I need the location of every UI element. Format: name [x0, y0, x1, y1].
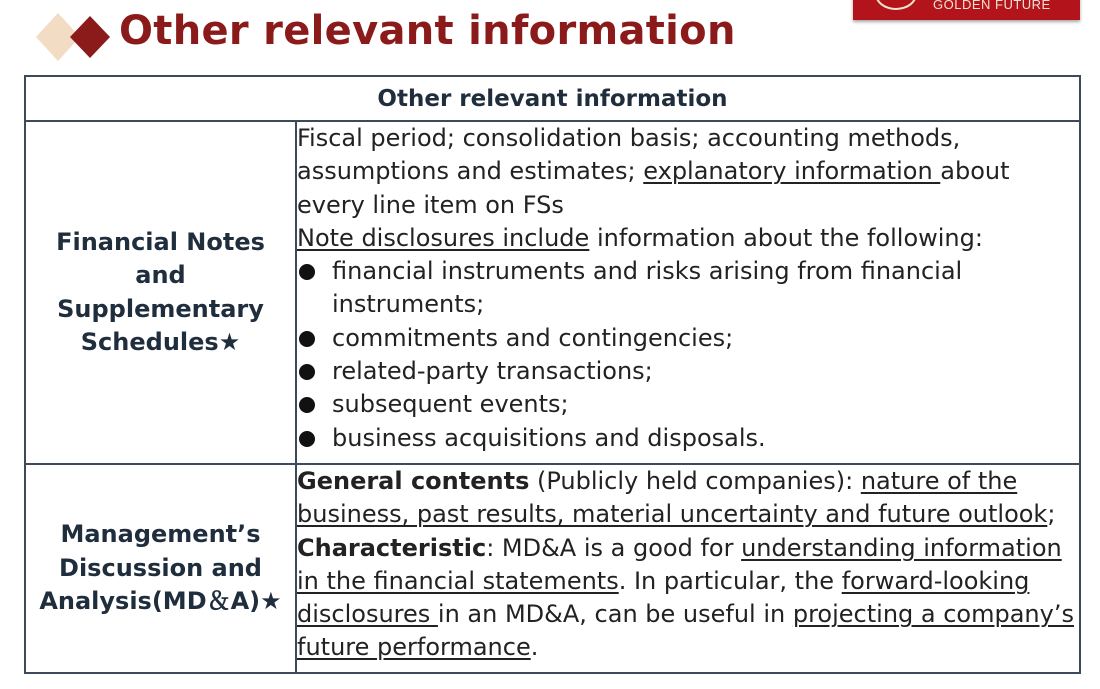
- general-contents-text: (Publicly held companies):: [529, 467, 861, 495]
- row-content-financial-notes: [296, 121, 1080, 464]
- table-row-mdna: [25, 464, 1080, 673]
- financial-notes-intro: [297, 122, 1079, 222]
- row-content-mdna: [296, 464, 1080, 673]
- list-item: [297, 388, 1079, 421]
- bullet-icon: [299, 364, 315, 380]
- intro-text: Fiscal period; consolidation basis; accounting methods, assumptions and estimates;: [297, 124, 961, 186]
- note-disclosures-underlined: Note disclosures include: [297, 223, 590, 252]
- characteristic-underlined: understanding information in the financial statements: [297, 533, 1062, 595]
- characteristic-text: . In particular, the: [618, 566, 842, 595]
- list-item-text: related-party transactions;: [332, 357, 653, 386]
- characteristic-text: .: [530, 633, 539, 662]
- list-item: [297, 422, 1079, 455]
- disclosure-list: [297, 255, 1079, 455]
- info-table: [24, 75, 1081, 674]
- row-label-mdna: [25, 464, 296, 673]
- row-label-line: Discussion and: [59, 553, 262, 582]
- list-item: [297, 322, 1079, 355]
- list-item: [297, 355, 1079, 388]
- characteristic-line: [297, 532, 1079, 665]
- table-row-financial-notes: [25, 121, 1080, 464]
- general-contents-line: [297, 465, 1079, 532]
- row-label-line: Management’s: [60, 520, 261, 549]
- list-item-text: commitments and contingencies;: [332, 323, 734, 352]
- characteristic-text: in an MD&A, can be useful in: [437, 600, 793, 629]
- page-title: Other relevant information: [119, 8, 736, 54]
- general-contents-heading: General contents: [297, 467, 530, 495]
- seal-icon: [875, 0, 917, 10]
- row-label-line: and: [135, 261, 186, 289]
- row-label-line: Financial Notes: [56, 227, 265, 256]
- list-item-text: financial instruments and risks arising from financial instruments;: [332, 257, 963, 319]
- row-label-line: Analysis(MD＆A)★: [39, 587, 282, 616]
- row-label-line: Schedules★: [80, 328, 241, 356]
- title-diamond-icon: [0, 0, 115, 70]
- row-label-line: Supplementary: [57, 294, 264, 323]
- brand-logo-text: GOLDEN FUTURE: [933, 0, 1051, 12]
- general-contents-end: ;: [1047, 500, 1056, 529]
- general-contents-underlined: nature of the business, past results, material uncertainty and future outlook: [297, 467, 1048, 529]
- characteristic-text: : MD&A is a good for: [486, 533, 742, 562]
- intro-text-end: about every line item on FSs: [297, 157, 1010, 219]
- bullet-icon: [299, 264, 315, 280]
- characteristic-heading: Characteristic: [297, 533, 487, 562]
- note-disclosures-line: [297, 222, 1079, 255]
- bullet-icon: [299, 397, 315, 413]
- row-label-financial-notes: [25, 121, 296, 464]
- characteristic-underlined: forward-looking disclosures: [297, 566, 1030, 629]
- intro-underlined: explanatory information: [643, 157, 941, 186]
- brand-logo: [853, 0, 1080, 20]
- bullet-icon: [299, 331, 315, 347]
- characteristic-underlined: projecting a company’s future performance: [297, 600, 1074, 662]
- list-item-text: subsequent events;: [332, 390, 569, 419]
- list-item-text: business acquisitions and disposals.: [332, 423, 766, 452]
- list-item: [297, 255, 1079, 322]
- bullet-icon: [299, 431, 315, 447]
- note-disclosures-text: information about the following:: [589, 223, 983, 252]
- table-header: Other relevant information: [25, 76, 1080, 121]
